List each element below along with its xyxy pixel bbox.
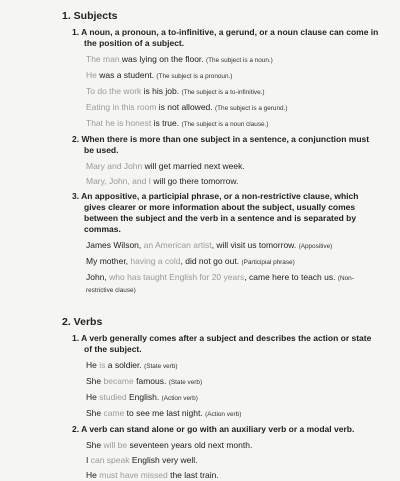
example-text: He xyxy=(86,470,100,480)
example-text: English. xyxy=(126,392,162,402)
example-note: (The subject is a to-infinitive.) xyxy=(181,89,265,96)
example-note: (The subject is a gerund.) xyxy=(215,105,288,112)
example-text: the last train. xyxy=(167,470,219,480)
example-note: (The subject is a pronoun.) xyxy=(156,73,233,80)
example-highlight: To do the work xyxy=(86,86,142,96)
example-text: She xyxy=(86,376,104,386)
example-text: My mother, xyxy=(86,256,131,266)
rule-2-2: 2. A verb can stand alone or go with an auxiliary verb or a modal verb. xyxy=(72,424,355,434)
example-line xyxy=(86,455,380,466)
example-note: (Action verb) xyxy=(161,395,198,402)
example-line xyxy=(86,161,380,172)
example-text: is true. xyxy=(151,118,182,128)
example-highlight: became xyxy=(103,376,134,386)
example-text: a soldier. xyxy=(105,360,145,370)
example-highlight: Mary, John, and I xyxy=(86,176,152,186)
example-line xyxy=(86,118,380,130)
example-line xyxy=(86,470,380,481)
example-line xyxy=(86,272,380,296)
example-highlight: having a cold xyxy=(130,256,181,266)
example-note: (Participial phrase) xyxy=(241,259,295,266)
rule-2-1: 1. A verb generally comes after a subject and describes the action or state of the subject. xyxy=(72,333,372,354)
example-line xyxy=(86,408,380,420)
example-line xyxy=(86,86,380,98)
example-text: , came here to teach us. xyxy=(244,272,338,282)
example-text: will get married next week. xyxy=(142,161,245,171)
section-title-subjects: 1. Subjects xyxy=(62,10,118,22)
example-highlight: is xyxy=(99,360,106,370)
example-text: , did not go out. xyxy=(180,256,242,266)
example-highlight: studied xyxy=(99,392,127,402)
example-note: (The subject is a noun.) xyxy=(206,57,273,64)
example-text: She xyxy=(86,440,104,450)
example-line xyxy=(86,70,380,82)
example-text: John, xyxy=(86,272,110,282)
example-text: famous. xyxy=(133,376,169,386)
example-note: (State verb) xyxy=(144,363,178,370)
example-highlight: That he is honest xyxy=(86,118,152,128)
example-text: to see me last night. xyxy=(124,408,206,418)
example-text: is his job. xyxy=(141,86,182,96)
example-highlight: an American artist xyxy=(143,240,212,250)
example-text: is not allowed. xyxy=(156,102,215,112)
example-text: James Wilson, xyxy=(86,240,144,250)
example-highlight: The man xyxy=(86,54,120,64)
example-line xyxy=(86,440,380,451)
example-text: He xyxy=(86,392,100,402)
example-line xyxy=(86,54,380,66)
example-highlight: Eating in this room xyxy=(86,102,157,112)
example-highlight: will be xyxy=(103,440,128,450)
example-text: was a student. xyxy=(96,70,157,80)
example-text: , will visit us tomorrow. xyxy=(211,240,299,250)
example-note: (Action verb) xyxy=(205,411,242,418)
rule-1-1: 1. A noun, a pronoun, a to-infinitive, a gerund, or a noun clause can come in the position of a subject. xyxy=(72,27,379,48)
example-highlight: can speak xyxy=(90,455,130,465)
example-highlight: He xyxy=(86,70,97,80)
example-line xyxy=(86,176,380,187)
rule-1-3: 3. An appositive, a participial phrase, or a non-restrictive clause, which gives clearer or more information about the subject, usually comes between the subject and the verb in a sentence and is separated by commas. xyxy=(72,191,359,234)
section-title-verbs: 2. Verbs xyxy=(62,316,103,328)
example-line xyxy=(86,102,380,114)
example-line xyxy=(86,240,380,252)
example-highlight: who has taught English for 20 years xyxy=(109,272,245,282)
example-text: was lying on the floor. xyxy=(119,54,207,64)
example-text: English very well. xyxy=(129,455,198,465)
example-line xyxy=(86,256,380,268)
example-text: He xyxy=(86,360,100,370)
example-line xyxy=(86,376,380,388)
example-note: (State verb) xyxy=(168,379,203,386)
example-text: I xyxy=(86,455,91,465)
example-text: She xyxy=(86,408,104,418)
example-note: (Non-restrictive clause) xyxy=(86,275,354,294)
example-note: (The subject is a noun clause.) xyxy=(181,121,269,128)
rule-1-2: 2. When there is more than one subject in a sentence, a conjunction must be used. xyxy=(72,134,370,155)
example-highlight: came xyxy=(103,408,125,418)
example-text: will go there tomorrow. xyxy=(151,176,239,186)
example-highlight: must have missed xyxy=(99,470,168,480)
example-line xyxy=(86,392,380,404)
example-line xyxy=(86,360,380,372)
example-highlight: Mary and John xyxy=(86,161,143,171)
example-note: (Appositive) xyxy=(298,243,333,250)
example-text: seventeen years old next month. xyxy=(127,440,253,450)
